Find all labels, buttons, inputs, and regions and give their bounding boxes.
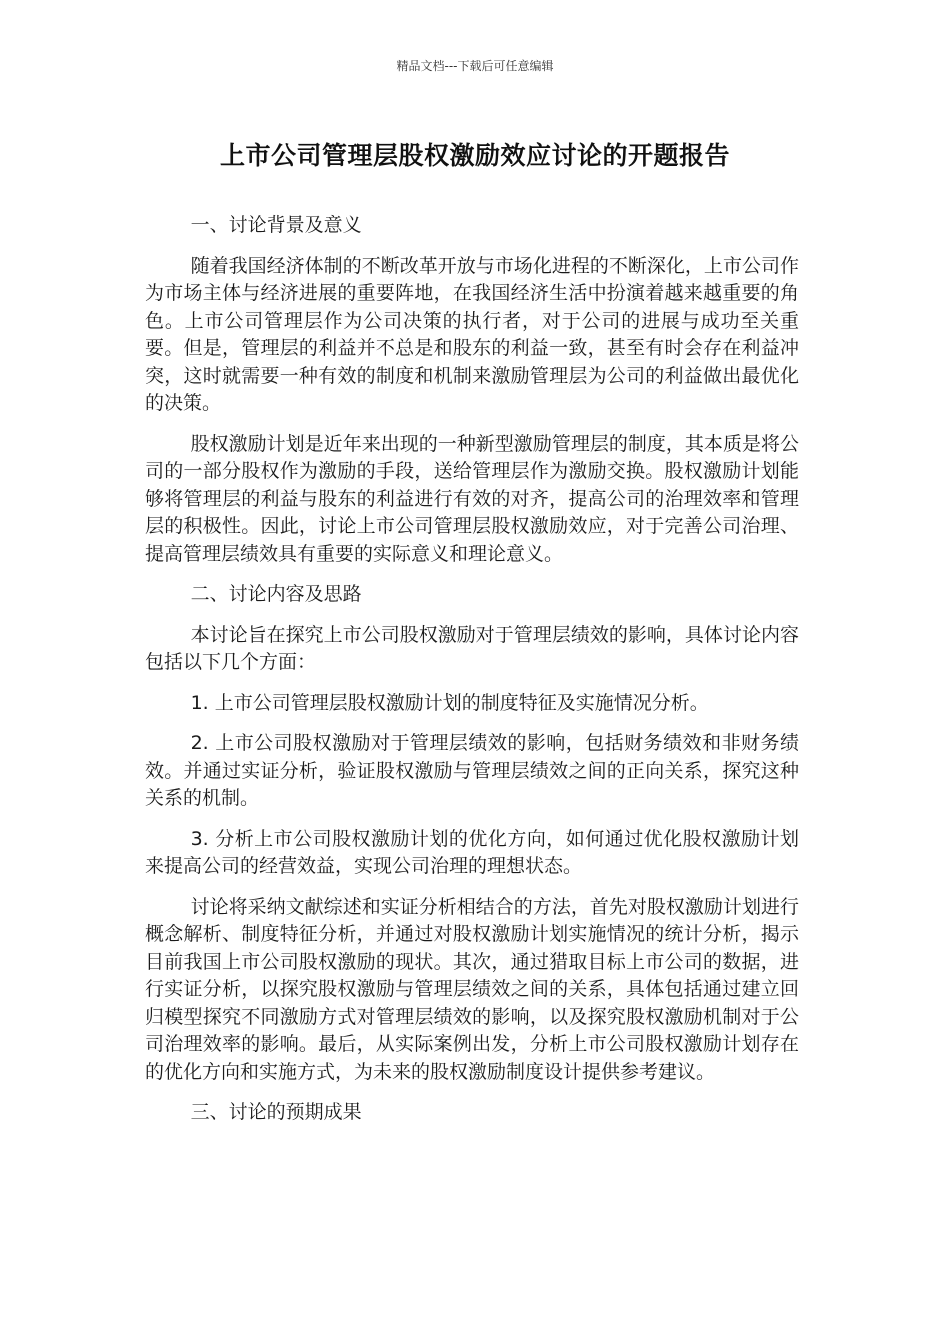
section-heading-content: 二、讨论内容及思路 [190, 583, 362, 605]
page-header-watermark: 精品文档---下载后可任意编辑 [396, 59, 554, 73]
list-item-content-2: 2. 上市公司股权激励对于管理层绩效的影响，包括财务绩效和非财务绩效。并通过实证分析，验证股权激励与管理层绩效之间的正向关系，探究这种关系的机制。 [145, 732, 799, 809]
list-item-content-3: 3. 分析上市公司股权激励计划的优化方向，如何通过优化股权激励计划来提高公司的经营效益，实现公司治理的理想状态。 [145, 827, 799, 877]
section-heading-background: 一、讨论背景及意义 [190, 214, 362, 236]
list-item-content-1: 1. 上市公司管理层股权激励计划的制度特征及实施情况分析。 [190, 691, 709, 714]
document-body [145, 212, 799, 1140]
section-heading-expected-results: 三、讨论的预期成果 [190, 1101, 362, 1123]
paragraph-content-intro: 本讨论旨在探究上市公司股权激励对于管理层绩效的影响，具体讨论内容包括以下几个方面： [145, 623, 799, 673]
paragraph-background-2: 股权激励计划是近年来出现的一种新型激励管理层的制度，其本质是将公司的一部分股权作为激励的手段，送给管理层作为激励交换。股权激励计划能够将管理层的利益与股东的利益进行有效的对齐，提高公司的治理效率和管理层的积极性。因此，讨论上市公司管理层股权激励效应，对于完善公司治理、提高管理层绩效具有重要的实际意义和理论意义。 [145, 432, 799, 565]
paragraph-background-1: 随着我国经济体制的不断改革开放与市场化进程的不断深化，上市公司作为市场主体与经济进展的重要阵地，在我国经济生活中扮演着越来越重要的角色。上市公司管理层作为公司决策的执行者，对于公司的进展与成功至关重要。但是，管理层的利益并不总是和股东的利益一致，甚至有时会存在利益冲突，这时就需要一种有效的制度和机制来激励管理层为公司的利益做出最优化的决策。 [145, 254, 799, 414]
document-title: 上市公司管理层股权激励效应讨论的开题报告 [219, 141, 730, 170]
paragraph-method: 讨论将采纳文献综述和实证分析相结合的方法，首先对股权激励计划进行概念解析、制度特征分析，并通过对股权激励计划实施情况的统计分析，揭示目前我国上市公司股权激励的现状。其次，通过猎取目标上市公司的数据，进行实证分析，以探究股权激励与管理层绩效之间的关系，具体包括通过建立回归模型探究不同激励方式对管理层绩效的影响，以及探究股权激励机制对于公司治理效率的影响。最后，从实际案例出发，分析上市公司股权激励计划存在的优化方向和实施方式，为未来的股权激励制度设计提供参考建议。 [145, 895, 799, 1083]
